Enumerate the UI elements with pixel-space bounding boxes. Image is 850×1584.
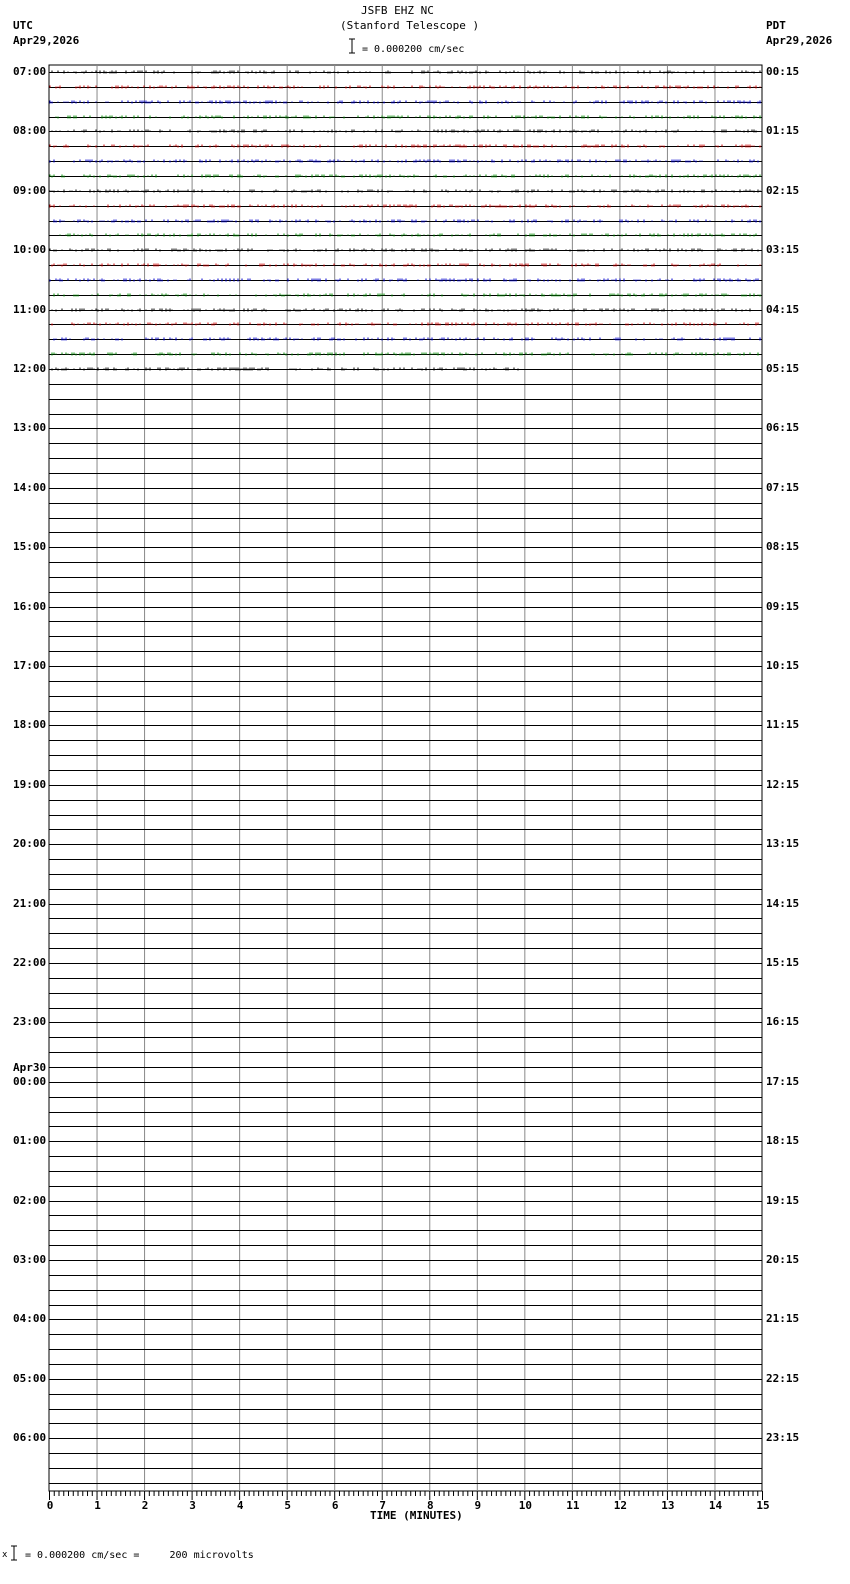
pdt-hour-label: 08:15 (766, 540, 800, 554)
utc-hour-label: 23:00 (13, 1015, 47, 1029)
pdt-hour-label: 20:15 (766, 1253, 800, 1266)
pdt-hour-label: 14:15 (766, 896, 800, 910)
pdt-hour-label: 02:15 (766, 183, 800, 197)
x-tick-label: 7 (379, 1499, 387, 1512)
utc-date-change-label: Apr30 (13, 1060, 47, 1074)
station-location: (Stanford Telescope ) (340, 19, 480, 32)
utc-date: Apr29,2026 (13, 34, 80, 47)
pdt-hour-label: 11:15 (766, 718, 800, 732)
utc-hour-label: 09:00 (13, 183, 47, 197)
pdt-timezone: PDT (766, 19, 786, 32)
pdt-hour-label: 15:15 (766, 956, 800, 969)
x-tick-label: 2 (141, 1499, 149, 1512)
x-tick-label: 10 (518, 1499, 532, 1512)
x-axis-title: TIME (MINUTES) (370, 1509, 463, 1522)
pdt-hour-label: 16:15 (766, 1015, 800, 1029)
pdt-hour-label: 01:15 (766, 124, 800, 138)
utc-hour-label: 13:00 (13, 421, 47, 435)
pdt-hour-label: 18:15 (766, 1134, 800, 1148)
x-tick-label: 15 (756, 1499, 770, 1512)
utc-hour-label: 03:00 (13, 1253, 47, 1266)
x-tick-label: 13 (661, 1499, 675, 1512)
pdt-hour-label: 07:15 (766, 480, 800, 494)
footer-marker: x (2, 1550, 8, 1560)
x-tick-label: 1 (94, 1499, 101, 1512)
utc-hour-label: 17:00 (13, 659, 47, 672)
utc-hour-label: 19:00 (13, 777, 47, 791)
station-title: JSFB EHZ NC (361, 4, 434, 17)
pdt-hour-label: 17:15 (766, 1074, 800, 1088)
pdt-hour-label: 00:15 (766, 65, 800, 78)
x-tick-label: 6 (331, 1499, 339, 1512)
x-tick-label: 5 (284, 1499, 291, 1512)
utc-hour-label: 18:00 (13, 718, 47, 732)
utc-hour-label: 12:00 (13, 362, 47, 375)
utc-hour-label: 16:00 (13, 599, 47, 613)
x-tick-label: 11 (566, 1499, 580, 1512)
utc-hour-label: 01:00 (13, 1134, 47, 1148)
footer-scale-bar-icon (10, 1545, 18, 1561)
pdt-hour-label: 19:15 (766, 1193, 800, 1207)
pdt-hour-label: 05:15 (766, 362, 800, 375)
footer-scale-label: = 0.000200 cm/sec = 200 microvolts (25, 1550, 254, 1561)
pdt-hour-label: 12:15 (766, 777, 800, 791)
seismic-trace (52, 264, 760, 267)
x-tick-label: 0 (46, 1499, 54, 1512)
x-tick-label: 12 (613, 1499, 628, 1512)
x-tick-label: 3 (189, 1499, 196, 1512)
utc-hour-label: 05:00 (13, 1371, 47, 1385)
utc-hour-label: 06:00 (13, 1431, 47, 1445)
pdt-hour-label: 13:15 (766, 837, 800, 851)
utc-hour-label: 08:00 (13, 124, 47, 138)
utc-hour-label: 02:00 (13, 1193, 47, 1207)
utc-hour-label: 21:00 (13, 896, 47, 910)
utc-hour-label: 11:00 (13, 302, 47, 316)
pdt-hour-label: 06:15 (766, 421, 800, 435)
utc-hour-label: 00:00 (13, 1074, 47, 1088)
utc-hour-label: 10:00 (13, 243, 47, 257)
pdt-date: Apr29,2026 (766, 34, 833, 47)
pdt-hour-label: 10:15 (766, 659, 800, 672)
utc-hour-label: 07:00 (13, 65, 47, 78)
utc-hour-label: 22:00 (13, 956, 47, 969)
utc-hour-label: 14:00 (13, 480, 47, 494)
x-tick-label: 8 (426, 1499, 434, 1512)
pdt-hour-label: 22:15 (766, 1371, 800, 1385)
x-tick-label: 4 (236, 1499, 244, 1512)
utc-hour-label: 04:00 (13, 1312, 47, 1326)
utc-hour-label: 20:00 (13, 837, 47, 851)
pdt-hour-label: 09:15 (766, 599, 800, 613)
pdt-hour-label: 04:15 (766, 302, 800, 316)
x-tick-label: 9 (474, 1499, 482, 1512)
pdt-hour-label: 23:15 (766, 1431, 800, 1445)
utc-hour-label: 15:00 (13, 540, 47, 554)
utc-timezone: UTC (13, 19, 33, 32)
x-tick-label: 14 (708, 1499, 723, 1512)
pdt-hour-label: 03:15 (766, 243, 800, 257)
pdt-hour-label: 21:15 (766, 1312, 800, 1326)
scale-label: = 0.000200 cm/sec (362, 44, 465, 55)
